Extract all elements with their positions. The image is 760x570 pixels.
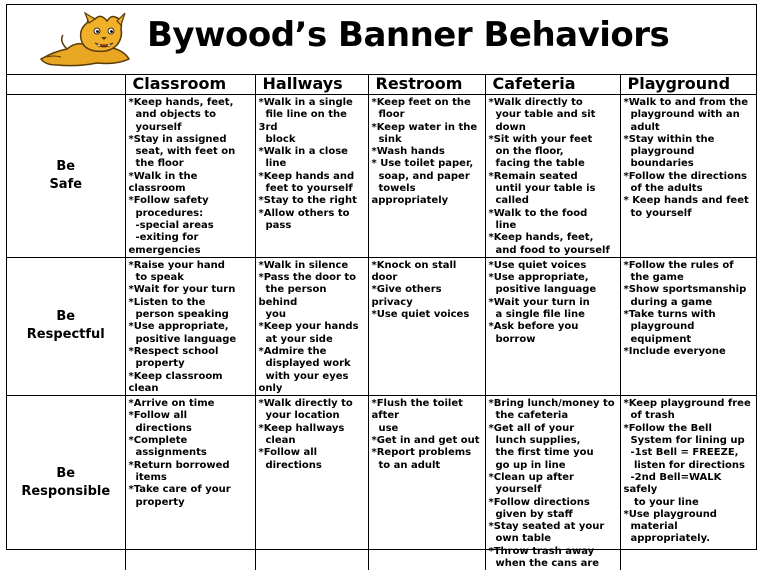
behavior-item: *Include everyone: [623, 345, 726, 357]
behavior-item: *Follow safety procedures:: [128, 195, 209, 219]
behavior-item: *Return borrowed items: [128, 459, 230, 483]
behavior-cell: [485, 95, 620, 258]
behavior-item: *Walk in silence: [258, 259, 349, 271]
behavior-item: *Use playground material appropriately.: [623, 508, 717, 545]
behavior-item: *Keep hands and feet to yourself: [258, 170, 355, 195]
behavior-cell: [255, 396, 368, 570]
table-row: [7, 95, 756, 258]
behavior-item: *Use quiet voices: [371, 309, 470, 321]
behavior-item: *Follow directions given by staff: [488, 496, 590, 520]
behavior-item: *Allow others to pass: [258, 207, 350, 231]
behavior-item: *Give others privacy: [371, 284, 446, 308]
behavior-item: *Take care of your property: [128, 484, 231, 508]
behavior-item: *Respect school property: [128, 345, 219, 370]
behavior-item: *Walk directly to your table and sit down: [488, 97, 596, 133]
behavior-cell: [368, 257, 485, 395]
behavior-item: *Use appropriate, positive language: [128, 321, 237, 345]
behavior-table: [7, 74, 756, 570]
behavior-item: *Walk to the food line: [488, 207, 588, 231]
behavior-cell: [125, 95, 255, 258]
behavior-item: *Get all of your lunch supplies, the first time you go up in line: [488, 422, 594, 471]
behavior-item: *Take turns with playground equipment: [623, 309, 716, 345]
behavior-item: *Stay in assigned seat, with feet on the floor: [128, 133, 236, 170]
behavior-item: -special areas: [128, 219, 214, 231]
behavior-item: *Show sportsmanship during a game: [623, 284, 747, 308]
row-header: Be Safe: [7, 95, 125, 258]
behavior-item: *Complete assignments: [128, 435, 207, 459]
behavior-cell: [620, 257, 756, 395]
column-header: Cafeteria: [485, 74, 620, 95]
behavior-item: *Follow the directions of the adults: [623, 170, 748, 195]
behavior-item: *Use quiet voices: [488, 259, 587, 271]
behavior-cell: [485, 396, 620, 570]
behavior-item: *Keep water in the sink: [371, 121, 478, 145]
behavior-item: *Wait your turn in a single file line: [488, 296, 590, 321]
behavior-item: *Wait for your turn: [128, 284, 236, 296]
behavior-item: *Follow the Bell System for lining up: [623, 422, 745, 447]
behavior-item: *Listen to the person speaking: [128, 296, 229, 321]
behavior-item: *Admire the displayed work with your eyes only: [258, 345, 351, 394]
table-row: [7, 257, 756, 395]
behavior-item: *Get in and get out: [371, 435, 480, 447]
behavior-item: *Clean up after yourself: [488, 471, 574, 496]
table-row: [7, 396, 756, 570]
behavior-item: *Keep your hands at your side: [258, 321, 359, 345]
behavior-item: *Walk directly to your location: [258, 398, 353, 422]
behavior-item: *Raise your hand to speak: [128, 259, 225, 284]
behavior-cell: [620, 95, 756, 258]
behavior-item: -2nd Bell=WALK safely to your line: [623, 471, 722, 508]
behavior-item: *Stay within the playground boundaries: [623, 133, 715, 170]
column-header: Classroom: [125, 74, 255, 95]
behavior-item: *Follow all directions: [128, 410, 192, 434]
behavior-item: *Report problems to an adult: [371, 447, 472, 471]
behavior-item: *Throw trash away when the cans are: [488, 545, 600, 569]
header: [7, 5, 756, 75]
behavior-item: *Remain seated until your table is called: [488, 170, 596, 207]
behavior-item: * Keep hands and feet to yourself: [623, 195, 749, 219]
wildcat-mascot-icon: [37, 11, 133, 67]
behavior-chart: [6, 4, 757, 569]
column-header: Restroom: [368, 74, 485, 95]
behavior-item: *Walk in a single file line on the 3rd block: [258, 97, 353, 145]
behavior-item: *Walk in a close line: [258, 146, 348, 170]
behavior-item: *Pass the door to the person behind you: [258, 272, 357, 321]
behavior-item: *Arrive on time: [128, 398, 215, 410]
behavior-item: *Keep feet on the floor: [371, 97, 471, 121]
behavior-cell: [255, 257, 368, 395]
behavior-item: -exiting for emergencies: [128, 232, 201, 256]
behavior-item: *Follow the rules of the game: [623, 259, 734, 284]
column-header: Playground: [620, 74, 756, 95]
behavior-item: *Ask before you borrow: [488, 321, 579, 345]
behavior-cell: [125, 257, 255, 395]
behavior-item: *Walk to and from the playground with an adult: [623, 97, 749, 133]
behavior-item: *Walk in the classroom: [128, 170, 201, 195]
behavior-item: *Bring lunch/money to the cafeteria: [488, 398, 615, 422]
behavior-item: * Use toilet paper, soap, and paper towels appropriately: [371, 158, 474, 207]
behavior-item: *Stay to the right: [258, 195, 357, 207]
behavior-item: *Keep hallways clean: [258, 422, 345, 447]
behavior-item: *Use appropriate, positive language: [488, 272, 597, 296]
behavior-cell: [125, 396, 255, 570]
row-header: Be Responsible: [7, 396, 125, 570]
behavior-cell: [255, 95, 368, 258]
behavior-item: -1st Bell = FREEZE, listen for directions: [630, 447, 745, 471]
column-header: Hallways: [255, 74, 368, 95]
behavior-cell: [485, 257, 620, 395]
behavior-cell: [620, 396, 756, 570]
page-title: Bywood’s Banner Behaviors: [147, 15, 670, 55]
behavior-item: *Knock on stall door: [371, 259, 460, 284]
behavior-item: *Flush the toilet after use: [371, 398, 463, 434]
row-header: Be Respectful: [7, 257, 125, 395]
behavior-item: *Stay seated at your own table: [488, 521, 605, 545]
behavior-item: *Wash hands: [371, 146, 445, 158]
corner-cell: [7, 74, 125, 95]
behavior-item: *Keep hands, feet, and food to yourself: [488, 232, 610, 256]
behavior-item: *Follow all directions: [258, 447, 322, 471]
behavior-cell: [368, 95, 485, 258]
behavior-item: *Keep playground free of trash: [623, 398, 751, 422]
behavior-cell: [368, 396, 485, 570]
behavior-item: *Keep hands, feet, and objects to yourself: [128, 97, 234, 133]
behavior-item: *Sit with your feet on the floor, facing the table: [488, 133, 593, 170]
behavior-item: *Keep classroom clean: [128, 370, 227, 394]
column-header-row: [7, 74, 756, 95]
